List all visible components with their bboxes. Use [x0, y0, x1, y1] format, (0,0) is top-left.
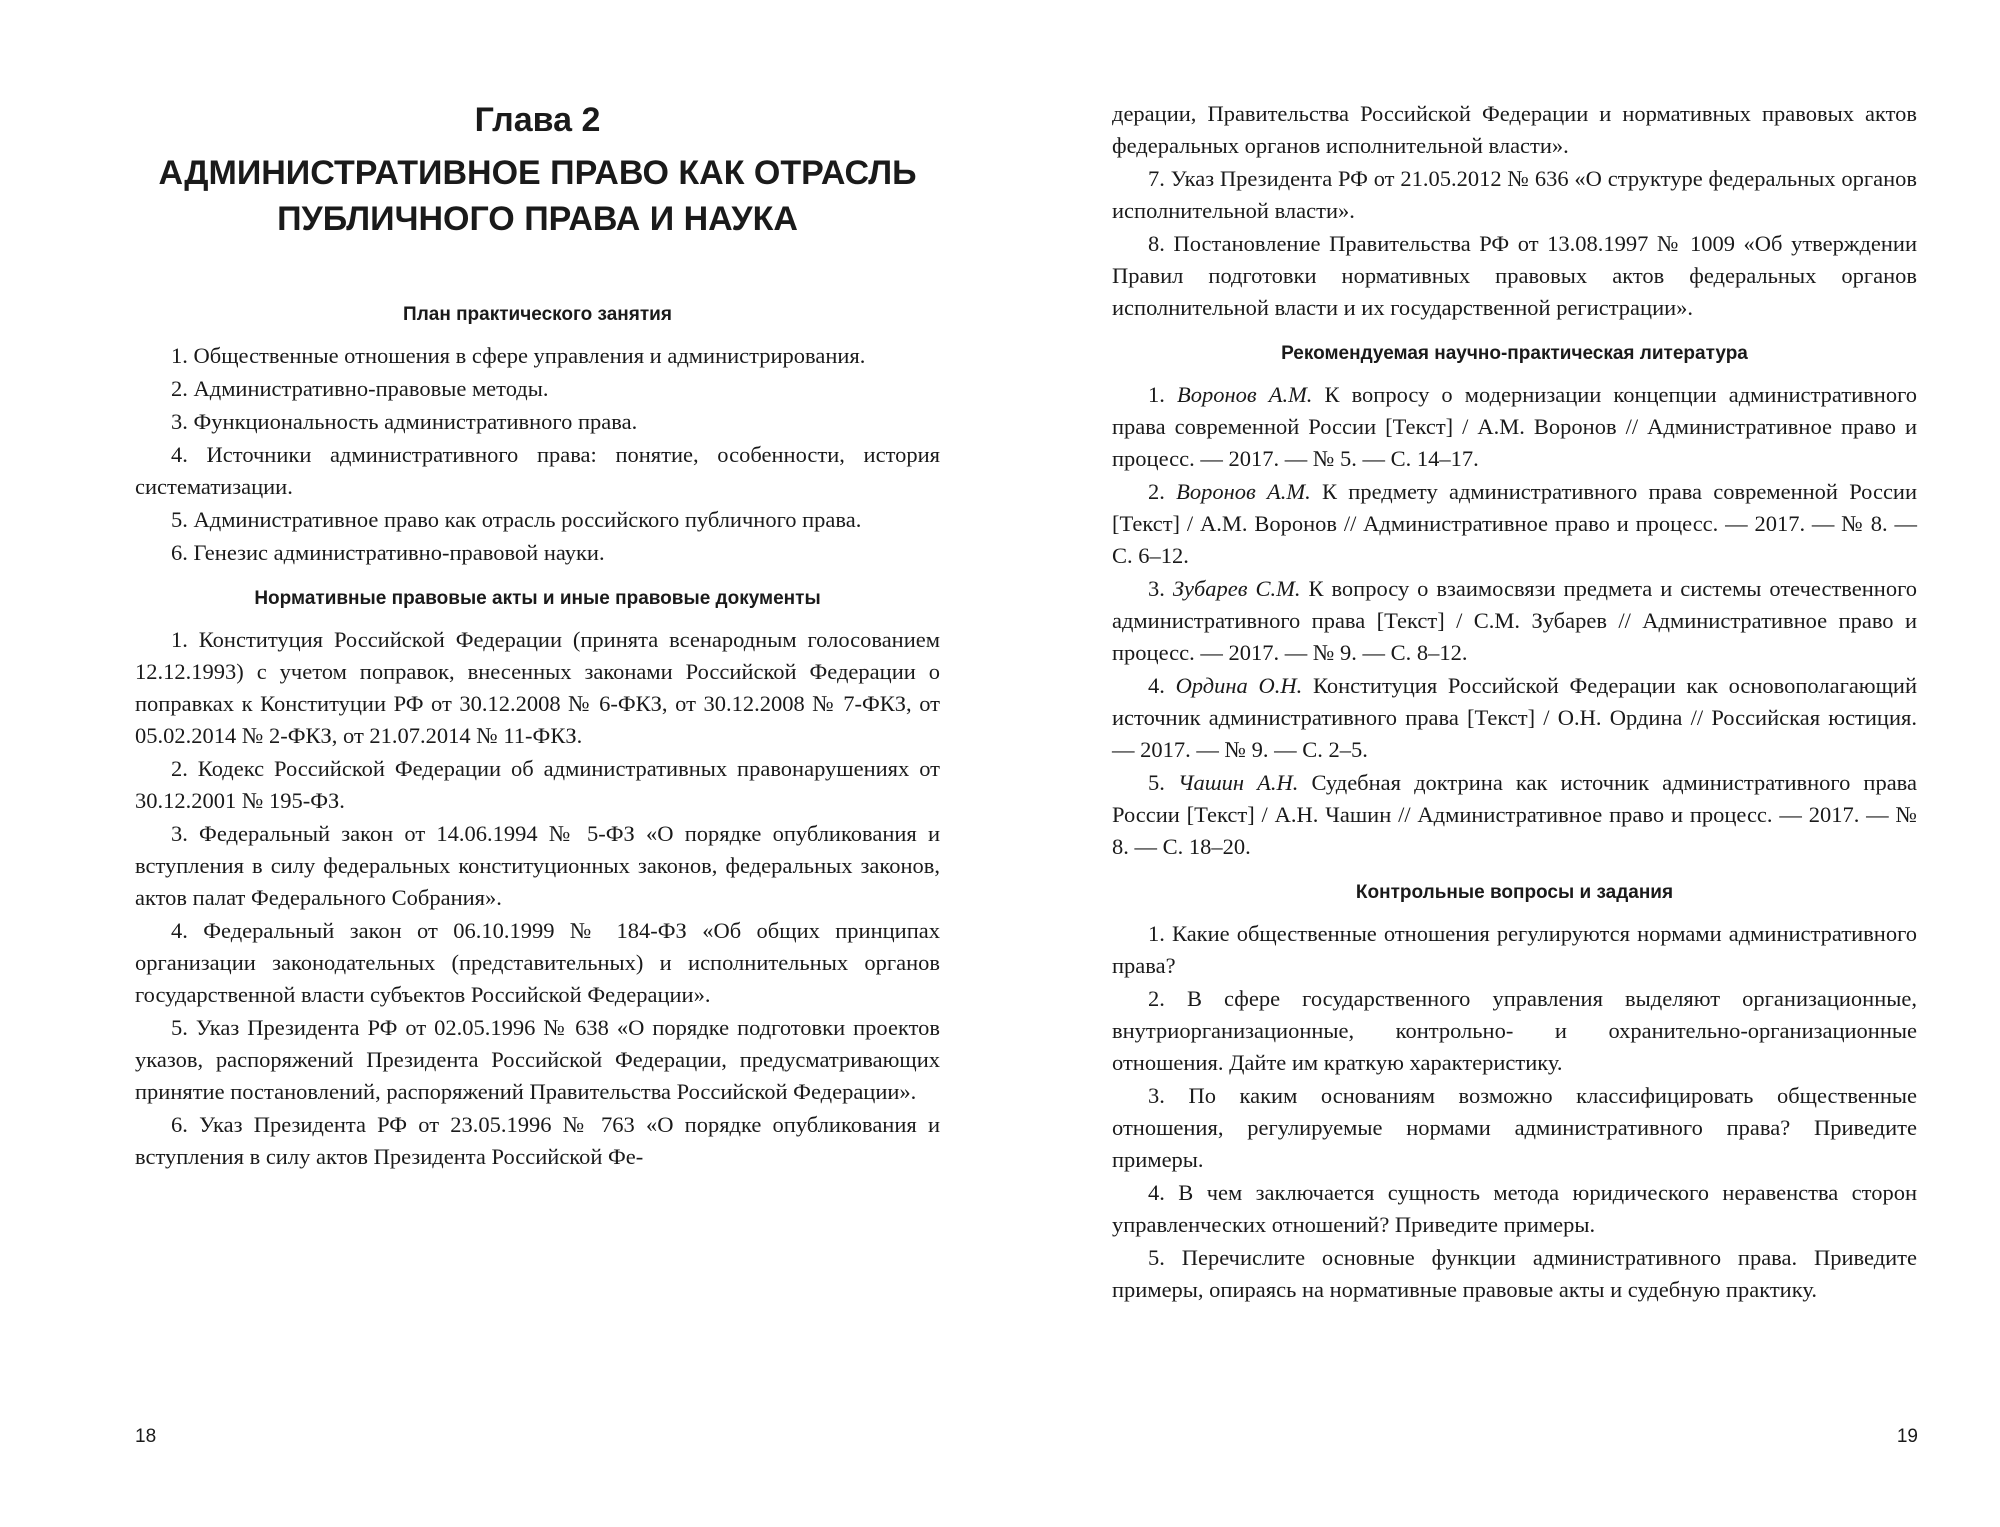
- plan-item: 5. Административное право как отрасль российского публичного права.: [171, 507, 862, 532]
- chapter-title-line: АДМИНИСТРАТИВНОЕ ПРАВО КАК ОТРАСЛЬ: [158, 154, 917, 192]
- act-item: 8. Постановление Правительства РФ от 13.08.1997 № 1009 «Об утверждении Правил подготовки нормативных правовых актов федеральных органов исполнительной власти и их государственной регистрации».: [1112, 231, 1917, 320]
- left-page-column: [135, 98, 940, 1174]
- literature-item: [1112, 670, 1917, 766]
- literature-num: 4.: [1148, 673, 1165, 698]
- literature-item: [1112, 476, 1917, 572]
- literature-text: Конституция Российской Федерации как основополагающий источник административного права [Текст] / О.Н. Ордина // Российская юстиция. — 2017. — № 9. — С. 2–5.: [1112, 673, 1918, 762]
- literature-heading: Рекомендуемая научно-практическая литература: [1281, 343, 1748, 364]
- right-page: [1000, 0, 2000, 1527]
- act-item: 2. Кодекс Российской Федерации об административных правонарушениях от 30.12.2001 № 195-ФЗ.: [135, 756, 940, 813]
- question-item: 3. По каким основаниям возможно классифицировать общественные отношения, регулируемые нормами административного права? Приведите примеры.: [1112, 1083, 1917, 1172]
- question-item: 5. Перечислите основные функции административного права. Приведите примеры, опираясь на нормативные правовые акты и судебную практику.: [1112, 1245, 1917, 1302]
- plan-heading: План практического занятия: [403, 304, 672, 325]
- literature-item: [1112, 767, 1917, 863]
- plan-item: 3. Функциональность административного права.: [171, 409, 638, 434]
- literature-num: 2.: [1148, 479, 1165, 504]
- literature-text: К вопросу о модернизации концепции административного права современной России [Текст] / А.М. Воронов // Административное право и процесс. — 2017. — № 5. — С. 14–17.: [1112, 382, 1918, 471]
- act-item: 7. Указ Президента РФ от 21.05.2012 № 636 «О структуре федеральных органов исполнительной власти».: [1112, 166, 1917, 223]
- question-item: 1. Какие общественные отношения регулируются нормами административного права?: [1112, 921, 1917, 978]
- plan-item: 2. Административно-правовые методы.: [171, 376, 549, 401]
- act-item-continuation: дерации, Правительства Российской Федерации и нормативных правовых актов федеральных органов исполнительной власти».: [1112, 101, 1917, 158]
- literature-author: Воронов А.М.: [1176, 479, 1311, 504]
- plan-item: 4. Источники административного права: понятие, особенности, история систематизации.: [135, 442, 940, 499]
- page-number: 19: [1896, 1426, 1918, 1447]
- plan-item: 6. Генезис административно-правовой науки.: [171, 540, 605, 565]
- chapter-title-line: ПУБЛИЧНОГО ПРАВА И НАУКА: [277, 200, 798, 238]
- chapter-number: Глава 2: [474, 101, 601, 139]
- literature-num: 3.: [1148, 576, 1165, 601]
- act-item: 1. Конституция Российской Федерации (принята всенародным голосованием 12.12.1993) с учетом поправок, внесенных законами Российской Федерации о поправках к Конституции РФ от 30.12.2008 № 6-ФКЗ, от 30.12.2008 № 7-ФКЗ, от 05.02.2014 № 2-ФКЗ, от 21.07.2014 № 11-ФКЗ.: [135, 627, 940, 748]
- literature-text: Судебная доктрина как источник административного права России [Текст] / А.Н. Чашин // Административное право и процесс. — 2017. — № 8. — С. 18–20.: [1112, 770, 1917, 859]
- page-number: 18: [135, 1426, 157, 1447]
- act-item: 5. Указ Президента РФ от 02.05.1996 № 638 «О порядке подготовки проектов указов, распоряжений Президента Российской Федерации, предусматривающих принятие постановлений, распоряжений Правительства Российской Федерации».: [135, 1015, 940, 1104]
- literature-num: 1.: [1148, 382, 1165, 407]
- act-item: 4. Федеральный закон от 06.10.1999 № 184-ФЗ «Об общих принципах организации законодательных (представительных) и исполнительных органов государственной власти субъектов Российской Федерации».: [135, 918, 940, 1007]
- plan-item: 1. Общественные отношения в сфере управления и администрирования.: [171, 343, 866, 368]
- question-item: 4. В чем заключается сущность метода юридического неравенства сторон управленческих отношений? Приведите примеры.: [1112, 1180, 1917, 1237]
- acts-heading: Нормативные правовые акты и иные правовые документы: [254, 588, 821, 609]
- literature-text: К предмету административного права современной России [Текст] / А.М. Воронов // Административное право и процесс. — 2017. — № 8. — С. 6–12.: [1112, 479, 1918, 568]
- act-item: 3. Федеральный закон от 14.06.1994 № 5-ФЗ «О порядке опубликования и вступления в силу федеральных конституционных законов, федеральных законов, актов палат Федерального Собрания».: [135, 821, 940, 910]
- questions-heading: Контрольные вопросы и задания: [1355, 882, 1674, 903]
- right-page-column: [1112, 98, 1917, 1307]
- literature-item: [1112, 379, 1917, 475]
- literature-author: Зубарев С.М.: [1172, 576, 1301, 601]
- question-item: 2. В сфере государственного управления выделяют организационные, внутриорганизационные, контрольно- и охранительно-организационные отношения. Дайте им краткую характеристику.: [1112, 986, 1917, 1075]
- literature-num: 5.: [1148, 770, 1165, 795]
- literature-author: Ордина О.Н.: [1175, 673, 1303, 698]
- chapter-title: [135, 150, 940, 242]
- literature-item: [1112, 573, 1917, 669]
- act-item: 6. Указ Президента РФ от 23.05.1996 № 763 «О порядке опубликования и вступления в силу актов Президента Российской Фе-: [135, 1112, 940, 1169]
- literature-author: Воронов А.М.: [1176, 382, 1313, 407]
- literature-author: Чашин А.Н.: [1177, 770, 1299, 795]
- literature-text: К вопросу о взаимосвязи предмета и системы отечественного административного права [Текст] / С.М. Зубарев // Административное право и процесс. — 2017. — № 9. — С. 8–12.: [1112, 576, 1918, 665]
